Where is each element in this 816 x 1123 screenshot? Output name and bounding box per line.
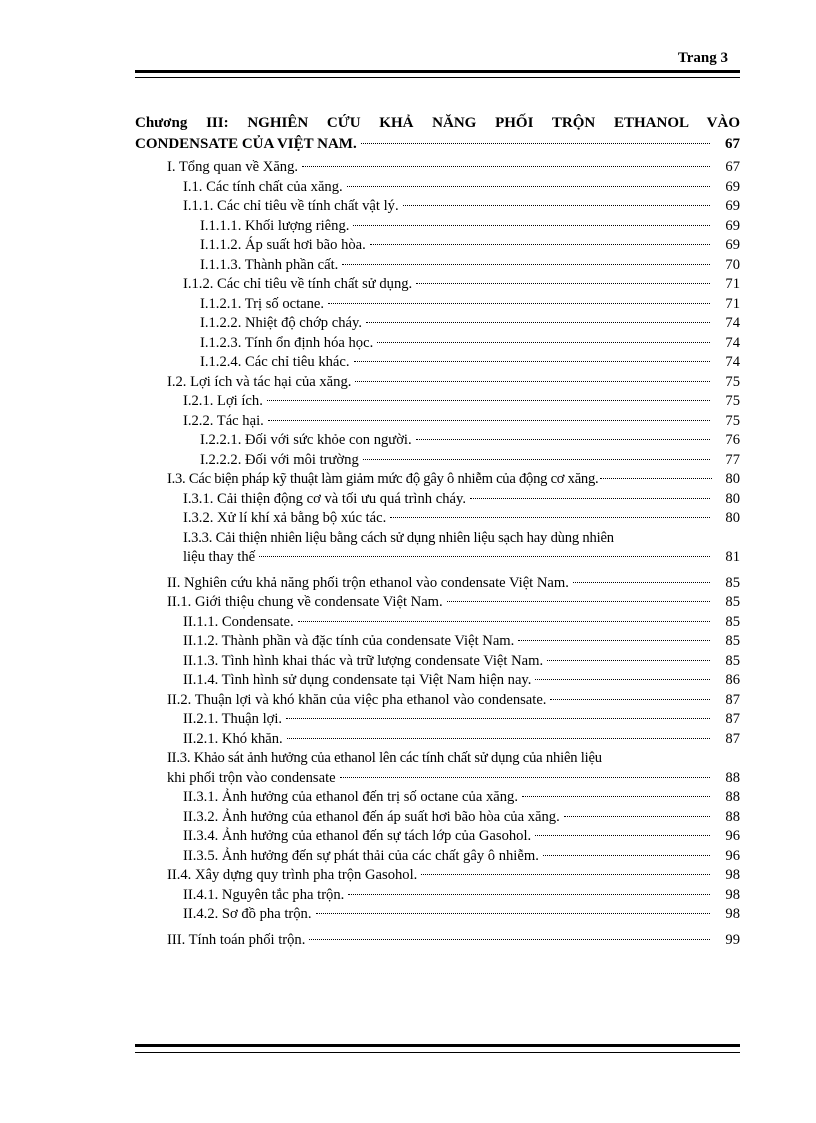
toc-page: 74 <box>725 334 740 351</box>
toc-page: 96 <box>725 847 740 864</box>
toc-page: 80 <box>725 490 740 507</box>
toc-entry[interactable] <box>135 593 740 613</box>
toc-entry[interactable] <box>135 671 740 691</box>
toc-page: 85 <box>725 613 740 630</box>
toc-title: I.2. Lợi ích và tác hại của xăng. <box>167 373 352 390</box>
toc-page: 88 <box>725 808 740 825</box>
toc-title: II.4.2. Sơ đồ pha trộn. <box>183 906 312 922</box>
dot-leader <box>600 478 712 479</box>
toc-entry[interactable] <box>135 652 740 672</box>
dot-leader <box>355 381 710 382</box>
toc-entry[interactable] <box>135 353 740 373</box>
toc-page: 98 <box>725 886 740 903</box>
dot-leader <box>550 699 710 700</box>
toc-entry[interactable] <box>135 529 740 568</box>
toc-page: 75 <box>725 393 740 409</box>
dot-leader <box>416 439 710 440</box>
toc-title: I. Tổng quan về Xăng. <box>167 159 299 175</box>
dot-leader <box>353 225 710 226</box>
toc-page: 81 <box>725 549 740 565</box>
toc-title: I.3.2. Xử lí khí xả bằng bộ xúc tác. <box>183 510 387 526</box>
dot-leader <box>470 498 710 499</box>
toc-title: I.1.1. Các chỉ tiêu về tính chất vật lý. <box>183 198 399 214</box>
toc-page: 96 <box>725 828 740 844</box>
dot-leader <box>370 244 710 245</box>
toc-title: II.1. Giới thiệu chung về condensate Việt Nam. <box>167 594 443 610</box>
toc-page: 69 <box>725 217 740 234</box>
dot-leader <box>267 400 710 401</box>
toc-page: 69 <box>725 198 740 214</box>
toc-entry[interactable] <box>135 197 740 217</box>
toc-entry[interactable] <box>135 490 740 510</box>
toc-entry[interactable] <box>135 470 740 490</box>
dot-leader <box>573 582 710 583</box>
toc-title: khi phối trộn vào condensate <box>167 769 336 786</box>
toc-title: II.1.4. Tình hình sử dụng condensate tại Việt Nam hiện nay. <box>183 672 532 688</box>
dot-leader <box>366 322 710 323</box>
toc-entry[interactable] <box>135 236 740 256</box>
toc-title: I.1.2.1. Trị số octane. <box>200 295 325 312</box>
toc-page: 85 <box>725 652 740 669</box>
toc-entry[interactable] <box>135 749 740 788</box>
toc-entry[interactable] <box>135 373 740 393</box>
toc-title: I.2.2. Tác hại. <box>183 412 264 429</box>
toc-page: 80 <box>725 471 740 487</box>
dot-leader <box>348 894 710 895</box>
page-number: Trang 3 <box>677 50 728 66</box>
toc-page: 87 <box>725 711 740 727</box>
toc-entry[interactable] <box>135 905 740 925</box>
toc-page: 80 <box>725 510 740 526</box>
dot-leader <box>309 939 710 940</box>
toc-title: I.1.1.2. Áp suất hơi bão hòa. <box>200 237 366 253</box>
toc-page: 75 <box>725 373 740 390</box>
toc-entry[interactable] <box>135 691 740 711</box>
toc-title: II.2.1. Thuận lợi. <box>183 711 283 727</box>
dot-leader <box>522 796 710 797</box>
toc-title: I.2.2.2. Đối với môi trường <box>200 451 359 468</box>
dot-leader <box>518 640 710 641</box>
toc-entry[interactable] <box>135 178 740 198</box>
toc-entry[interactable] <box>135 431 740 451</box>
dot-leader <box>316 913 710 914</box>
chapter-title-line1: Chương III: NGHIÊN CỨU KHẢ NĂNG PHỐI TRỘN ETHANOL VÀO <box>135 115 740 131</box>
dot-leader <box>354 361 710 362</box>
toc-title: I.1.1.3. Thành phần cất. <box>200 256 339 273</box>
toc-title: II.1.1. Condensate. <box>183 613 294 630</box>
toc-title: I.1.2.3. Tính ổn định hóa học. <box>200 334 374 351</box>
toc-title-line1: II.3. Khảo sát ảnh hưởng của ethanol lên các tính chất sử dụng của nhiên liệu <box>167 750 602 766</box>
toc-title: I.1.1.1. Khối lượng riêng. <box>200 217 350 234</box>
toc-page: 77 <box>725 451 740 468</box>
toc-entry[interactable] <box>135 295 740 315</box>
toc-entry[interactable] <box>135 931 740 951</box>
dot-leader <box>416 283 710 284</box>
toc-page: 86 <box>725 672 740 688</box>
toc-page: 70 <box>725 256 740 273</box>
toc-entry[interactable] <box>135 392 740 412</box>
dot-leader <box>564 816 710 817</box>
toc-page: 75 <box>725 412 740 429</box>
dot-leader <box>302 166 710 167</box>
toc-page: 85 <box>725 594 740 610</box>
toc-title: II.3.1. Ảnh hưởng của ethanol đến trị số octane của xăng. <box>183 789 518 805</box>
toc-page: 85 <box>725 633 740 649</box>
toc-title: I.2.2.1. Đối với sức khỏe con người. <box>200 432 412 448</box>
dot-leader <box>342 264 710 265</box>
toc-entry[interactable] <box>135 314 740 334</box>
toc-page: 69 <box>725 178 740 195</box>
dot-leader <box>361 143 710 144</box>
toc-title: II.2.1. Khó khăn. <box>183 730 283 747</box>
footer-rule <box>135 1044 740 1053</box>
toc-title: III. Tính toán phối trộn. <box>167 931 306 948</box>
toc-page: 88 <box>725 789 740 805</box>
dot-leader <box>298 621 710 622</box>
toc-title-line1: I.3.3. Cải thiện nhiên liệu bằng cách sử dụng nhiên liệu sạch hay dùng nhiên <box>183 529 614 546</box>
table-of-contents <box>135 113 740 950</box>
toc-entry[interactable] <box>135 847 740 867</box>
toc-entry[interactable] <box>135 217 740 237</box>
toc-entry[interactable] <box>135 808 740 828</box>
toc-page: 74 <box>725 315 740 331</box>
toc-entry[interactable] <box>135 451 740 471</box>
dot-leader <box>377 342 710 343</box>
toc-title: I.3.1. Cải thiện động cơ và tối ưu quá trình cháy. <box>183 490 466 507</box>
dot-leader <box>328 303 710 304</box>
toc-page: 76 <box>725 432 740 448</box>
toc-title: II. Nghiên cứu khả năng phối trộn ethanol vào condensate Việt Nam. <box>167 574 569 591</box>
toc-title: I.1.2.4. Các chỉ tiêu khác. <box>200 354 350 370</box>
toc-entry[interactable] <box>135 632 740 652</box>
toc-entry[interactable] <box>135 730 740 750</box>
toc-page: 99 <box>725 931 740 948</box>
chapter-title-line2: CONDENSATE CỦA VIỆT NAM. <box>135 136 357 152</box>
dot-leader <box>286 718 710 719</box>
toc-entry[interactable] <box>135 827 740 847</box>
toc-entry[interactable] <box>135 866 740 886</box>
toc-page: 98 <box>725 867 740 883</box>
chapter-page: 67 <box>725 136 740 152</box>
toc-entry[interactable] <box>135 275 740 295</box>
toc-title: II.1.3. Tình hình khai thác và trữ lượng condensate Việt Nam. <box>183 652 544 669</box>
toc-title: liệu thay thế <box>183 549 256 565</box>
dot-leader <box>447 601 710 602</box>
chapter-heading[interactable] <box>135 113 740 155</box>
toc-title: II.4. Xây dựng quy trình pha trộn Gasohol. <box>167 867 418 883</box>
dot-leader <box>268 420 710 421</box>
dot-leader <box>287 738 710 739</box>
dot-leader <box>421 874 710 875</box>
toc-page: 87 <box>725 730 740 747</box>
dot-leader <box>535 679 710 680</box>
toc-title: I.2.1. Lợi ích. <box>183 393 263 409</box>
toc-entry[interactable] <box>135 256 740 276</box>
toc-page: 67 <box>725 159 740 175</box>
toc-entry[interactable] <box>135 509 740 529</box>
dot-leader <box>347 186 710 187</box>
toc-page: 74 <box>725 354 740 370</box>
dot-leader <box>340 777 710 778</box>
toc-page: 98 <box>725 906 740 922</box>
toc-title: I.1. Các tính chất của xăng. <box>183 178 343 195</box>
dot-leader <box>403 205 710 206</box>
toc-page: 71 <box>725 295 740 312</box>
toc-entry[interactable] <box>135 613 740 633</box>
toc-entry[interactable] <box>135 710 740 730</box>
toc-entry[interactable] <box>135 788 740 808</box>
toc-title: II.2. Thuận lợi và khó khăn của việc pha ethanol vào condensate. <box>167 691 547 708</box>
toc-entry[interactable] <box>135 412 740 432</box>
header-rule <box>135 70 740 78</box>
toc-title: II.3.4. Ảnh hưởng của ethanol đến sự tách lớp của Gasohol. <box>183 828 532 844</box>
toc-title: I.3. Các biện pháp kỹ thuật làm giảm mức độ gây ô nhiễm của động cơ xăng. <box>167 471 599 487</box>
toc-title: I.1.2.2. Nhiệt độ chớp cháy. <box>200 315 362 331</box>
dot-leader <box>547 660 710 661</box>
dot-leader <box>390 517 710 518</box>
toc-title: I.1.2. Các chỉ tiêu về tính chất sử dụng. <box>183 276 413 292</box>
toc-entry[interactable] <box>135 334 740 354</box>
dot-leader <box>543 855 710 856</box>
toc-entry[interactable] <box>135 886 740 906</box>
toc-title: II.1.2. Thành phần và đặc tính của condensate Việt Nam. <box>183 633 515 649</box>
toc-page: 88 <box>725 769 740 786</box>
toc-page: 85 <box>725 574 740 591</box>
dot-leader <box>535 835 710 836</box>
toc-page: 87 <box>725 691 740 708</box>
toc-title: II.3.5. Ảnh hưởng đến sự phát thải của các chất gây ô nhiễm. <box>183 847 539 864</box>
toc-title: II.3.2. Ảnh hưởng của ethanol đến áp suất hơi bão hòa của xăng. <box>183 808 560 825</box>
dot-leader <box>363 459 710 460</box>
toc-title: II.4.1. Nguyên tắc pha trộn. <box>183 886 345 903</box>
dot-leader <box>259 556 710 557</box>
toc-entry[interactable] <box>135 574 740 594</box>
toc-page: 69 <box>725 237 740 253</box>
toc-entry[interactable] <box>135 158 740 178</box>
toc-page: 71 <box>725 276 740 292</box>
